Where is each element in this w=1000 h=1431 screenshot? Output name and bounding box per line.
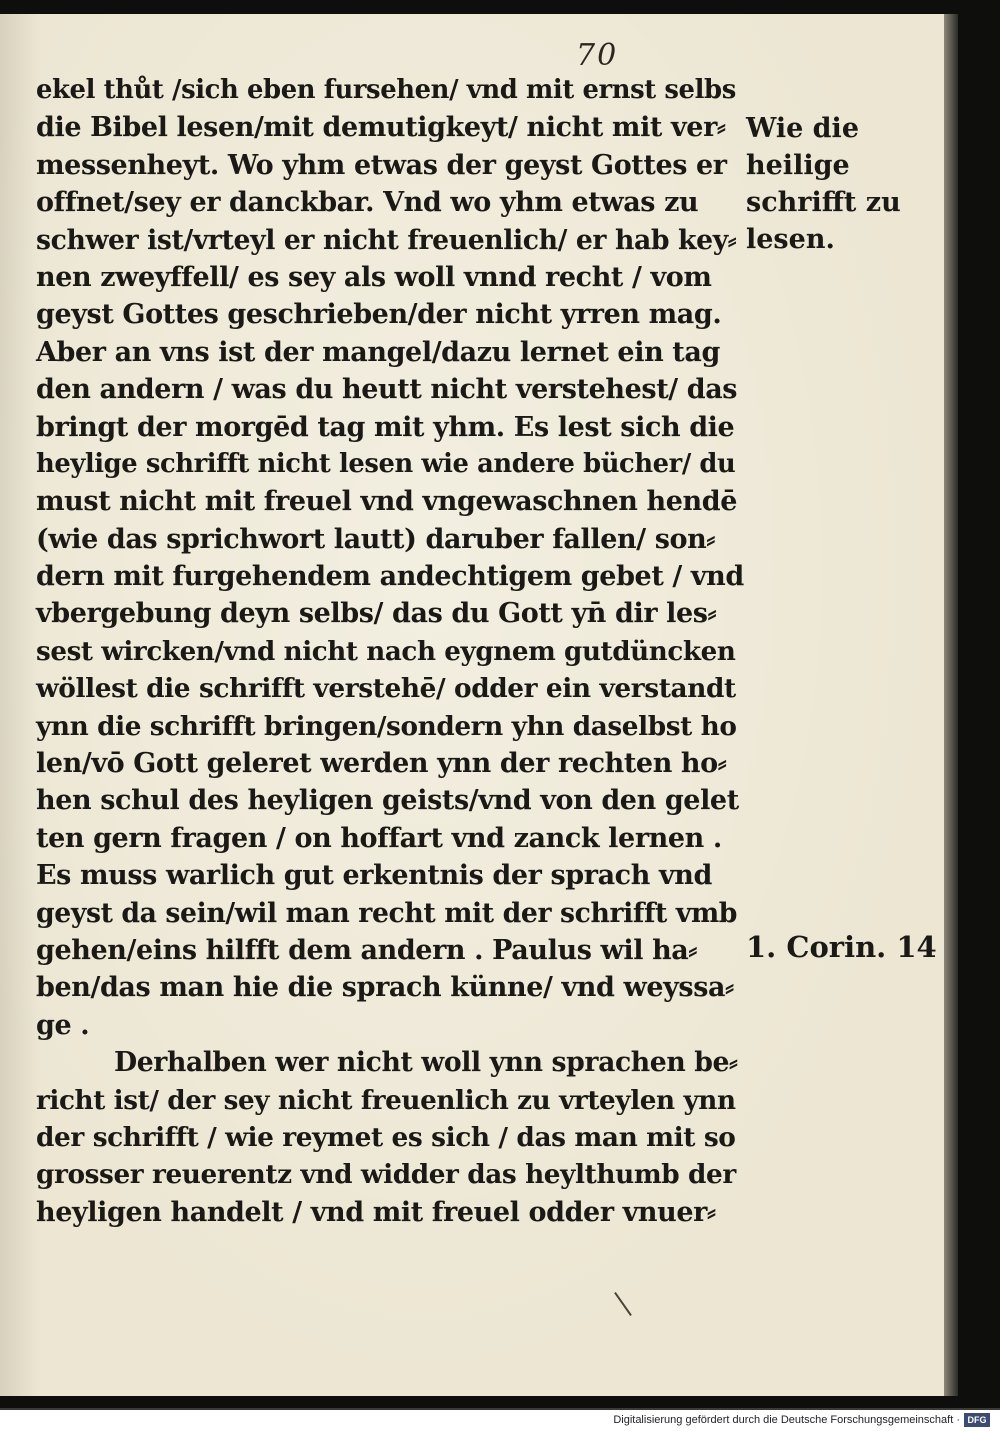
- text-line: sest wircken/vnd nicht nach eygnem gutdüncken: [36, 635, 736, 667]
- text-line: Aber an vns ist der mangel/dazu lernet ein tag: [36, 336, 720, 368]
- body-text: [36, 72, 744, 1231]
- text-line: ynn die schrifft bringen/sondern yhn daselbst ho: [36, 710, 737, 742]
- marginal-note-line: Wie die: [746, 113, 859, 144]
- page-edge: [944, 14, 958, 1396]
- text-line: geyst da sein/wil man recht mit der schrifft vmb: [36, 897, 738, 929]
- text-line: messenheyt. Wo yhm etwas der geyst Gottes er: [36, 149, 727, 181]
- marginal-note-line: heilige: [746, 150, 850, 181]
- text-line: ben/das man hie die sprach künne/ vnd weyssa⸗: [36, 972, 734, 1004]
- text-line: offnet/sey er danckbar. Vnd wo yhm etwas zu: [36, 187, 699, 219]
- text-line: dern mit furgehendem andechtigem gebet / vnd: [36, 561, 744, 593]
- text-line: die Bibel lesen/mit demutigkeyt/ nicht mit ver⸗: [36, 112, 726, 144]
- text-line: len/vō Gott geleret werden ynn der rechten ho⸗: [36, 748, 727, 780]
- text-line: wöllest die schrifft verstehē/ odder ein verstandt: [36, 673, 736, 705]
- page-number: 70: [576, 38, 619, 73]
- text-line: ten gern fragen / on hoffart vnd zanck lernen .: [36, 822, 722, 854]
- text-line: bringt der morgēd tag mit yhm. Es lest sich die: [36, 411, 735, 443]
- text-line: geyst Gottes geschrieben/der nicht yrren mag.: [36, 299, 722, 331]
- marginal-note-reading-scripture: [746, 110, 906, 258]
- text-line: schwer ist/vrteyl er nicht freuenlich/ er hab key⸗: [36, 224, 737, 256]
- text-line: ekel thůt /sich eben fursehen/ vnd mit ernst selbs: [36, 75, 736, 105]
- marginal-note-line: schrifft zu: [746, 187, 901, 218]
- text-line: den andern / was du heutt nicht verstehest/ das: [36, 374, 738, 406]
- text-line: hen schul des heyligen geists/vnd von den gelet: [36, 785, 739, 817]
- text-line: grosser reuerentz vnd widder das heylthumb der: [36, 1159, 736, 1191]
- text-line: must nicht mit freuel vnd vngewaschnen hendē: [36, 486, 737, 518]
- text-line: Derhalben wer nicht woll ynn sprachen be⸗: [114, 1047, 738, 1079]
- marginal-note-corinthians: 1. Corin. 14: [746, 930, 937, 964]
- marginal-note-line: lesen.: [746, 224, 835, 255]
- text-line: der schrifft / wie reymet es sich / das man mit so: [36, 1121, 736, 1153]
- footer-bar: [0, 1410, 1000, 1431]
- text-line: Es muss warlich gut erkentnis der sprach vnd: [36, 860, 712, 892]
- footer-credit: Digitalisierung gefördert durch die Deutsche Forschungsgemeinschaft ·: [613, 1414, 960, 1426]
- text-line: richt ist/ der sey nicht freuenlich zu vrteylen ynn: [36, 1084, 736, 1116]
- text-line: heylige schrifft nicht lesen wie andere bücher/ du: [36, 448, 736, 479]
- text-line: heyligen handelt / vnd mit freuel odder vnuer⸗: [36, 1196, 716, 1228]
- dfg-logo: DFG: [964, 1413, 990, 1427]
- text-line: nen zweyffell/ es sey als woll vnnd recht / vom: [36, 261, 712, 293]
- text-line: (wie das sprichwort lautt) daruber fallen/ son⸗: [36, 523, 715, 555]
- text-line: ge .: [36, 1009, 90, 1041]
- text-line: gehen/eins hilfft dem andern . Paulus wil ha⸗: [36, 934, 697, 966]
- text-line: vbergebung deyn selbs/ das du Gott yn̄ dir les⸗: [36, 598, 717, 630]
